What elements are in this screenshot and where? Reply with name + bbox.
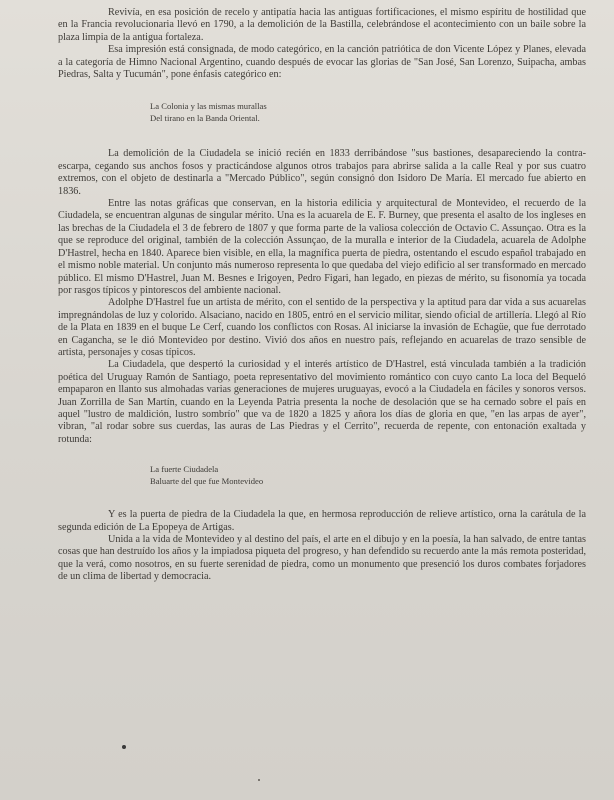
paragraph: Adolphe D'Hastrel fue un artista de mérito, con el sentido de la perspectiva y la aptitud para dar vida a sus acuarelas impregnándolas de luz y colorido. Alsaciano, nacido en 1805, entró en el servicio militar, siendo oficial de artillería. Llegó al Río de la Plata en 1839 en el buque Le Cerf, cuando los conflictos con Rosas. Al iniciarse la invasión de Echagüe, que fue derrotado en Cagancha, se le dió Montevideo por destino. Vivió dos años en nuestro país, reflejando en acuarelas de trazo sensible de artista, personajes y cosas típicos. (58, 297, 586, 358)
verse-line: La Colonia y las mismas murallas (150, 101, 267, 112)
verse-line: Del tirano en la Banda Oriental. (150, 112, 260, 123)
ink-dot (122, 745, 126, 749)
verse-quote (58, 101, 586, 124)
verse-line: La fuerte Ciudadela (150, 464, 219, 475)
verse-line: Baluarte del que fue Montevideo (150, 475, 264, 486)
paragraph: Entre las notas gráficas que conservan, en la historia edilicia y arquitectural de Montevideo, el recuerdo de la Ciudadela, se encuentran algunas de singular mérito. Una es la acuarela de E. F. Burney, que presenta el asalto de los ingleses en las brechas de la Ciudadela el 3 de febrero de 1807 y que forma parte de la valiosa colección de Octavio C. Assunçao. Otra es la que se reproduce del original, también de la colección Assunçao, de la muralla e interior de la Ciudadela, acuarela de Adolphe D'Hastrel, hecha en 1840. Aparece bien visible, en ella, la magnífica puerta de piedra, ostentando el escudo español trabajado en el mismo noble material. Un conjunto más numeroso representa lo que quedaba del viejo edificio al ser transformado en mercado público. El mismo D'Hastrel, Juan M. Besnes e Irigoyen, Pedro Figari, han legado, en piezas de mérito, su fisonomía ya tocada por rasgos típicos y pintorescos del ambiente nacional. (58, 198, 586, 296)
paragraph: La Ciudadela, que despertó la curiosidad y el interés artístico de D'Hastrel, está vinculada también a la tradición poética del Uruguay Ramón de Santiago, poeta representativo del movimiento romántico con cuyo canto La loca del Bequeló empaparon en llanto sus almohadas varias generaciones de mujeres uruguayas, evocó a la Ciudadela en fáciles y sonoros versos. Juan Zorrilla de San Martín, cuando en la Leyenda Patria presenta la noche de desolación que se ha cernado sobre el país en aquel "lustro de maldición, lustro sombrío" que va de 1820 a 1825 y añora los días de gloria en que, "en las arpas de ayer", vibran, "al rodar sobre sus cuerdas, las auras de Las Piedras y el Cerrito", recuerda de repente, con entonación exaltada y rotunda: (58, 359, 586, 445)
paragraph: Unida a la vida de Montevideo y al destino del país, el arte en el dibujo y en la poesía, la han salvado, de entre tantas cosas que han destruído los años y la impiadosa piqueta del progreso, y han defendido su recuerdo ante la más remota posteridad, que la verá, como nosotros, en su fuerte serenidad de piedra, como un monumento que presenció los duros combates forjadores de un clima de libertad y democracia. (58, 534, 586, 583)
paragraph: La demolición de la Ciudadela se inició recién en 1833 derribándose "sus bastiones, desapareciendo la contra-escarpa, cegando sus anchos fosos y practicándose algunos otros trabajos para abrirse salida a la calle Real y por sus cuatro extremos, con el objeto de destinarla a "Mercado Público", según consignó don Isidoro De María. El mercado fue abierto en 1836. (58, 148, 586, 197)
ink-speck (258, 779, 260, 781)
verse-quote (58, 464, 586, 487)
paragraph: Y es la puerta de piedra de la Ciudadela la que, en hermosa reproducción de relieve artístico, orna la carátula de la segunda edición de La Epopeya de Artigas. (58, 509, 586, 533)
paragraph: Esa impresión está consignada, de modo categórico, en la canción patriótica de don Vicente López y Planes, elevada a la categoría de Himno Nacional Argentino, cuando después de evocar las glorias de "San José, San Lorenzo, Suipacha, ambas Piedras, Salta y Tucumán", pone énfasis categórico en: (58, 44, 586, 81)
paragraph: Revivía, en esa posición de recelo y antipatía hacia las antiguas fortificaciones, el mismo espíritu de hostilidad que en la Francia revolucionaria llevó en 1790, a la demolición de la Bastilla, celebrándose el acontecimiento con un baile sobre la plaza limpia de la antigua fortaleza. (58, 7, 586, 43)
